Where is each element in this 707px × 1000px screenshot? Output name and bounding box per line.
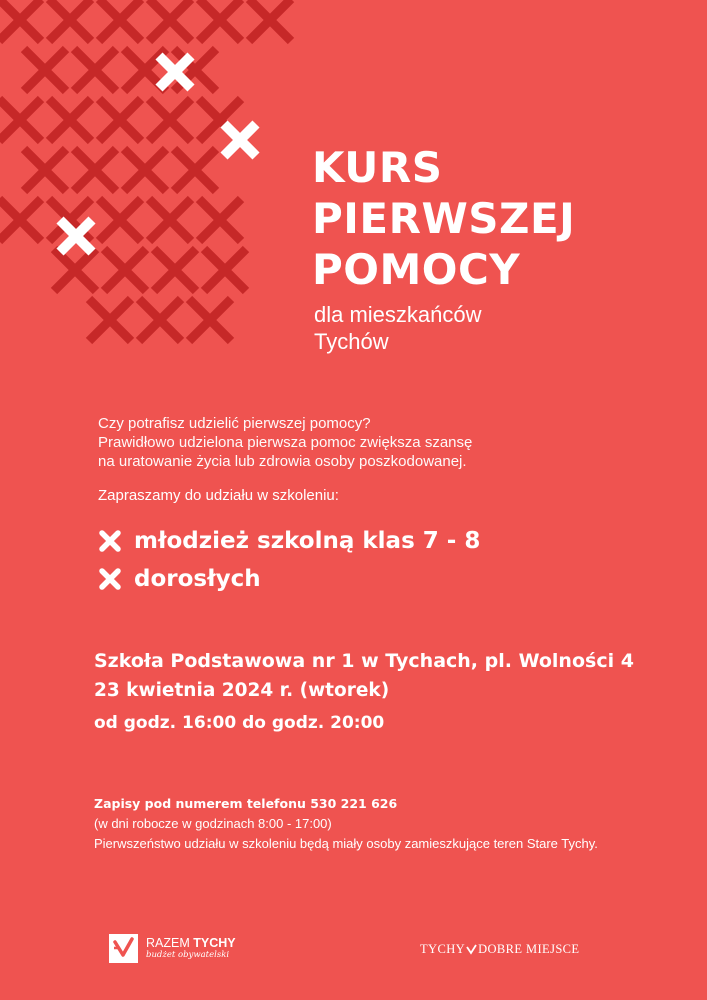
title-line-3: POMOCY (312, 245, 521, 294)
signup-hours: (w dni robocze w godzinach 8:00 - 17:00) (94, 816, 332, 831)
intro-line-1: Czy potrafisz udzielić pierwszej pomocy? (98, 415, 371, 432)
audience-item-youth (98, 522, 480, 560)
cross-pattern-graphic (0, 0, 300, 370)
course-subtitle (314, 301, 482, 355)
logo-tychy-text: TYCHY (420, 942, 466, 956)
signup-phone: Zapisy pod numerem telefonu 530 221 626 (94, 796, 398, 811)
check-icon (466, 944, 477, 955)
pattern-cross (174, 149, 216, 191)
cross-icon (98, 529, 122, 553)
pattern-cross (49, 0, 91, 41)
audience-list (98, 522, 480, 598)
pattern-cross (124, 149, 166, 191)
pattern-cross (89, 299, 131, 341)
pattern-cross (0, 199, 41, 241)
logo-word-tychy: TYCHY (193, 936, 236, 950)
pattern-cross (154, 249, 196, 291)
logo-dobre-miejsce-text: DOBRE MIEJSCE (478, 942, 580, 956)
event-date: 23 kwietnia 2024 r. (wtorek) (94, 680, 390, 701)
intro-line-3: na uratowanie życia lub zdrowia osoby poszkodowanej. (98, 453, 467, 470)
pattern-cross (74, 49, 116, 91)
pattern-cross (99, 0, 141, 41)
tychy-dobre-miejsce-logo (420, 942, 579, 957)
signup-priority: Pierwszeństwo udziału w szkoleniu będą miały osoby zamieszkujące teren Stare Tychy. (94, 836, 598, 851)
pattern-cross (54, 249, 96, 291)
intro-line-2: Prawidłowo udzielona pierwsza pomoc zwiększa szansę (98, 434, 473, 451)
pattern-cross (24, 149, 66, 191)
event-details (94, 646, 634, 740)
pattern-cross (104, 249, 146, 291)
pattern-cross (199, 199, 241, 241)
audience-label: młodzież szkolną klas 7 - 8 (134, 528, 481, 554)
highlight-cross (159, 56, 191, 88)
audience-item-adults (98, 560, 480, 598)
course-title (312, 142, 575, 295)
title-line-2: PIERWSZEJ (312, 194, 576, 243)
pattern-cross (99, 99, 141, 141)
pattern-cross (189, 299, 231, 341)
pattern-cross (49, 99, 91, 141)
subtitle-line-2: Tychów (314, 329, 389, 354)
logo-tagline: budżet obywatelski (146, 950, 230, 960)
cross-icon (98, 567, 122, 591)
pattern-cross (139, 299, 181, 341)
audience-label: dorosłych (134, 566, 261, 592)
pattern-cross (149, 0, 191, 41)
pattern-cross (149, 199, 191, 241)
event-venue: Szkoła Podstawowa nr 1 w Tychach, pl. Wolności 4 (94, 650, 634, 672)
pattern-cross (0, 0, 41, 41)
pattern-cross (204, 249, 246, 291)
event-time: od godz. 16:00 do godz. 20:00 (94, 713, 385, 733)
pattern-cross (24, 49, 66, 91)
title-line-1: KURS (312, 143, 443, 192)
razem-tychy-logo-text (146, 936, 236, 950)
pattern-cross (149, 99, 191, 141)
signup-info (94, 794, 598, 854)
intro-paragraph (98, 414, 472, 471)
pattern-cross (199, 0, 241, 41)
logo-word-razem: RAZEM (146, 936, 190, 950)
razem-tychy-logo-icon (109, 934, 138, 963)
subtitle-line-1: dla mieszkańców (314, 302, 482, 327)
pattern-cross (99, 199, 141, 241)
invite-text: Zapraszamy do udziału w szkoleniu: (98, 487, 339, 504)
pattern-cross (74, 149, 116, 191)
pattern-cross (249, 0, 291, 41)
highlight-cross (224, 124, 256, 156)
pattern-cross (0, 99, 41, 141)
razem-tychy-logo (109, 934, 236, 963)
